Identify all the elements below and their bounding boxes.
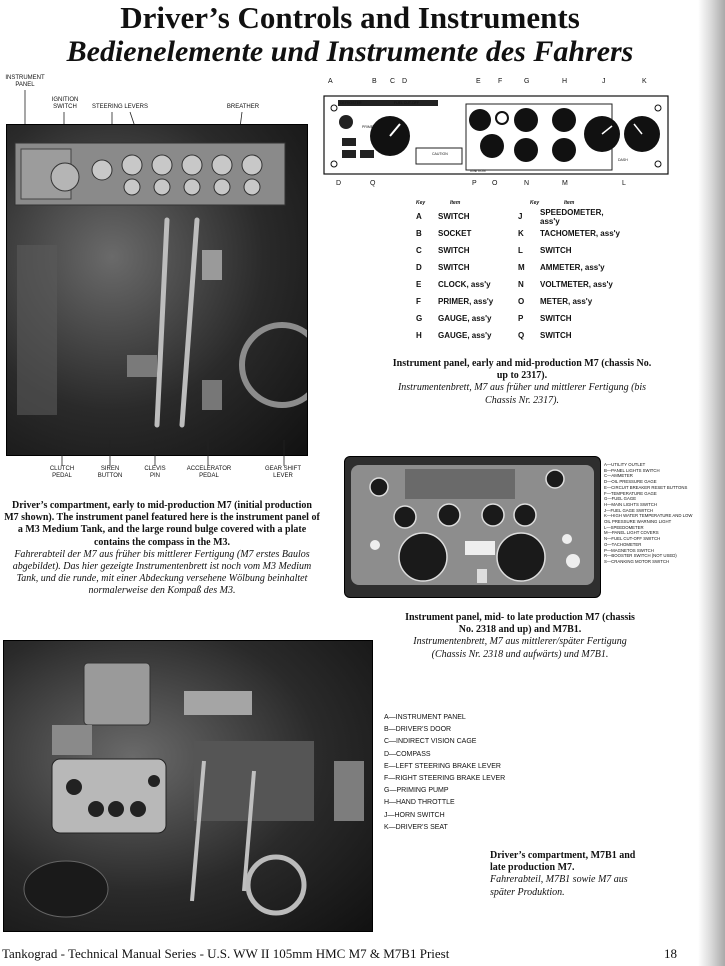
diagram-letter-f: F bbox=[498, 78, 503, 85]
key-row: F PRIMER, ass'y bbox=[416, 297, 494, 306]
key-table-left-col bbox=[416, 208, 518, 344]
callout-clevis-pin: CLEVIS PIN bbox=[144, 466, 166, 479]
diagram-letter-a: A bbox=[328, 78, 333, 85]
diagram-letter-b: B bbox=[372, 78, 377, 85]
m7b1-legend bbox=[384, 712, 544, 834]
callout-clutch-pedal: CLUTCH PEDAL bbox=[49, 466, 75, 479]
key-row: D SWITCH bbox=[416, 263, 470, 272]
diagram-label-primer: PRIMER bbox=[362, 125, 376, 129]
photo-drivers-compartment-m7b1 bbox=[3, 640, 373, 932]
page-title-de: Bedienelemente und Instrumente des Fahrers bbox=[66, 35, 634, 68]
photo1-caption-en: Driver’s compartment, early to mid-production M7 (initial production M7 shown). The instrument panel featured here is the instrument panel of a M3 Medium Tank, and the large round bulge covered with a plate contains the compass in the M3. bbox=[4, 500, 320, 548]
photo-instrument-panel-late bbox=[344, 456, 601, 598]
key-row: A SWITCH bbox=[416, 212, 470, 221]
photo3-illustration bbox=[4, 641, 372, 931]
m7b1-legend-item: F—RIGHT STEERING BRAKE LEVER bbox=[384, 775, 506, 783]
panel-photo-legend-item: E—CIRCUIT BREAKER RESET BUTTONS bbox=[604, 484, 688, 490]
key-header-right: Key bbox=[530, 200, 540, 206]
panel-photo-legend-item: N—FUEL CUT-OFF SWITCH bbox=[604, 536, 661, 542]
page-number: 18 bbox=[664, 946, 677, 961]
page-title-en: Driver’s Controls and Instruments bbox=[120, 0, 580, 35]
key-row: C SWITCH bbox=[416, 246, 470, 255]
key-row: Q SWITCH bbox=[518, 331, 572, 340]
m7b1-legend-item: H—HAND THROTTLE bbox=[384, 799, 455, 807]
item-header-left: Item bbox=[450, 200, 461, 206]
panel-photo-legend-item: H—MAIN LIGHTS SWITCH bbox=[604, 501, 657, 507]
diagram-label-defroster: DEFROSTER bbox=[340, 101, 362, 105]
m7b1-legend-item: B—DRIVER'S DOOR bbox=[384, 726, 452, 734]
key-row: O METER, ass'y bbox=[518, 297, 593, 306]
photo3-caption-de: Fahrerabteil, M7B1 sowie M7 aus später Produktion. bbox=[490, 874, 628, 898]
diagram-letter-n: N bbox=[524, 180, 530, 187]
photo-drivers-compartment-early-m7 bbox=[6, 124, 308, 456]
m7b1-legend-item: G—PRIMING PUMP bbox=[384, 787, 449, 795]
diagram-letter-e: E bbox=[476, 78, 481, 85]
photo3-caption-en: Driver’s compartment, M7B1 and late production M7. bbox=[490, 850, 636, 874]
panel-photo-caption-en: Instrument panel, mid- to late production M7 (chassis No. 2318 and up) and M7B1. bbox=[405, 612, 635, 636]
photo3-caption bbox=[490, 850, 640, 899]
panel-photo-legend-item: J—FUEL GAGE SWITCH bbox=[604, 507, 654, 513]
key-row: H GAUGE, ass'y bbox=[416, 331, 492, 340]
photo1-illustration bbox=[7, 125, 307, 455]
m7b1-legend-item: D—COMPASS bbox=[384, 750, 431, 758]
panel-photo-legend-item: M—PANEL LIGHT COVERS bbox=[604, 530, 659, 536]
photo1-caption-de: Fahrerabteil der M7 aus früher bis mittlerer Fertigung (M7 erstes Baulos abgebildet). Das hier gezeigte Instrumentenbrett ist noch vom M3 Medium Tank, und die runde, mit einer Abdeckung versehene Wölbung beinhaltet normalerweise den Kompaß des M3. bbox=[12, 548, 312, 597]
callout-ignition-switch: IGNITION SWITCH bbox=[51, 97, 79, 110]
diagram-letter-d-bottom: D bbox=[336, 180, 342, 187]
panel-photo-legend-item: P—MAGNETOS SWITCH bbox=[604, 547, 654, 553]
panel-photo-legend-item: R—BOOSTER SWITCH (NOT USED) bbox=[604, 553, 677, 559]
key-row: J SPEEDOMETER, ass'y bbox=[518, 207, 604, 226]
diagram-letter-l: L bbox=[622, 180, 626, 187]
key-row: K TACHOMETER, ass'y bbox=[518, 229, 620, 238]
m7b1-legend-item: K—DRIVER'S SEAT bbox=[384, 823, 448, 831]
key-row: L SWITCH bbox=[518, 246, 572, 255]
diagram-letter-h: H bbox=[562, 78, 568, 85]
panel-photo-caption-de: Instrumentenbrett, M7 aus mittlerer/später Fertigung (Chassis Nr. 2318 und aufwärts) und M7B1. bbox=[413, 636, 627, 660]
callout-breather: BREATHER bbox=[226, 104, 260, 110]
diagram-letter-g: G bbox=[524, 78, 530, 85]
panel-photo-legend-item: O—TACHOMETER bbox=[604, 541, 642, 547]
m7b1-legend-item: E—LEFT STEERING BRAKE LEVER bbox=[384, 762, 501, 770]
panel-photo-legend-item: G—FUEL GAGE bbox=[604, 496, 637, 502]
diagram-letter-j: J bbox=[602, 78, 606, 85]
panel-photo-legend-item: A—UTILITY OUTLET bbox=[604, 462, 646, 467]
key-row: E CLOCK, ass'y bbox=[416, 280, 491, 289]
item-header-right: Item bbox=[564, 200, 575, 206]
diagram-letter-o: O bbox=[492, 180, 498, 187]
key-row: B SOCKET bbox=[416, 229, 472, 238]
diagram-label-dash: DASH bbox=[618, 158, 628, 162]
diagram-letter-m: M bbox=[562, 180, 568, 187]
key-header-left: Key bbox=[416, 200, 426, 206]
panel-photo-legend-item: L—SPEEDOMETER bbox=[604, 524, 644, 530]
panel-photo-legend-item: S—CRANKING MOTOR SWITCH bbox=[604, 558, 670, 564]
panel-diagram-caption bbox=[392, 358, 652, 407]
m7b1-legend-item: A—INSTRUMENT PANEL bbox=[384, 714, 466, 721]
panel-photo-illustration bbox=[345, 457, 600, 597]
panel-photo-legend-item: K—HIGH WATER TEMPERATURE AND LOW OIL PRESSURE WARNING LIGHT bbox=[604, 513, 693, 525]
m7b1-legend-item: J—HORN SWITCH bbox=[384, 811, 445, 819]
panel-photo-legend bbox=[604, 462, 700, 565]
diagram-letter-q: Q bbox=[370, 180, 376, 187]
callout-accelerator-pedal: ACCELERATOR PEDAL bbox=[186, 466, 232, 479]
panel-photo-legend-item: F—TEMPERATURE GAGE bbox=[604, 490, 657, 496]
panel-diagram-caption-en: Instrument panel, early and mid-production M7 (chassis No. up to 2317). bbox=[392, 358, 652, 382]
key-row: M AMMETER, ass'y bbox=[518, 263, 605, 272]
instrument-panel-diagram bbox=[320, 74, 680, 196]
panel-key-table bbox=[416, 200, 626, 344]
diagram-label-ignition: IGNITION bbox=[470, 169, 486, 173]
m7b1-legend-item: C—INDIRECT VISION CAGE bbox=[384, 738, 477, 746]
callout-instrument-panel: INSTRUMENT PANEL bbox=[5, 75, 45, 88]
key-row: G GAUGE, ass'y bbox=[416, 314, 492, 323]
diagram-letter-d-top: D bbox=[402, 78, 408, 85]
diagram-label-caution: CAUTION bbox=[432, 152, 448, 156]
panel-diagram-caption-de: Instrumentenbrett, M7 aus früher und mittlerer Fertigung (bis Chassis Nr. 2317). bbox=[397, 382, 647, 406]
key-table-right-col bbox=[518, 208, 626, 344]
callout-siren-button: SIREN BUTTON bbox=[97, 466, 123, 479]
callout-steering-levers: STEERING LEVERS bbox=[91, 104, 148, 110]
diagram-letter-k: K bbox=[642, 78, 647, 85]
key-row: N VOLTMETER, ass'y bbox=[518, 280, 613, 289]
panel-photo-caption bbox=[400, 612, 640, 661]
callout-gear-shift-lever: GEAR SHIFT LEVER bbox=[264, 466, 301, 479]
diagram-letter-c: C bbox=[390, 78, 396, 85]
panel-photo-legend-item: B—PANEL LIGHTS SWITCH bbox=[604, 467, 660, 473]
footer-series: Tankograd - Technical Manual Series - U.S. WW II 105mm HMC M7 & M7B1 Priest bbox=[2, 946, 450, 961]
page-edge-shadow bbox=[698, 0, 725, 966]
photo1-caption bbox=[4, 500, 320, 598]
diagram-letter-p: P bbox=[472, 180, 477, 187]
diagram-label-fuel-cutoff: FUEL CUT-OFF bbox=[394, 101, 419, 105]
panel-photo-legend-item: C—AMMETER bbox=[604, 473, 633, 479]
key-row: P SWITCH bbox=[518, 314, 572, 323]
panel-photo-legend-item: D—OIL PRESSURE GAGE bbox=[604, 479, 657, 485]
